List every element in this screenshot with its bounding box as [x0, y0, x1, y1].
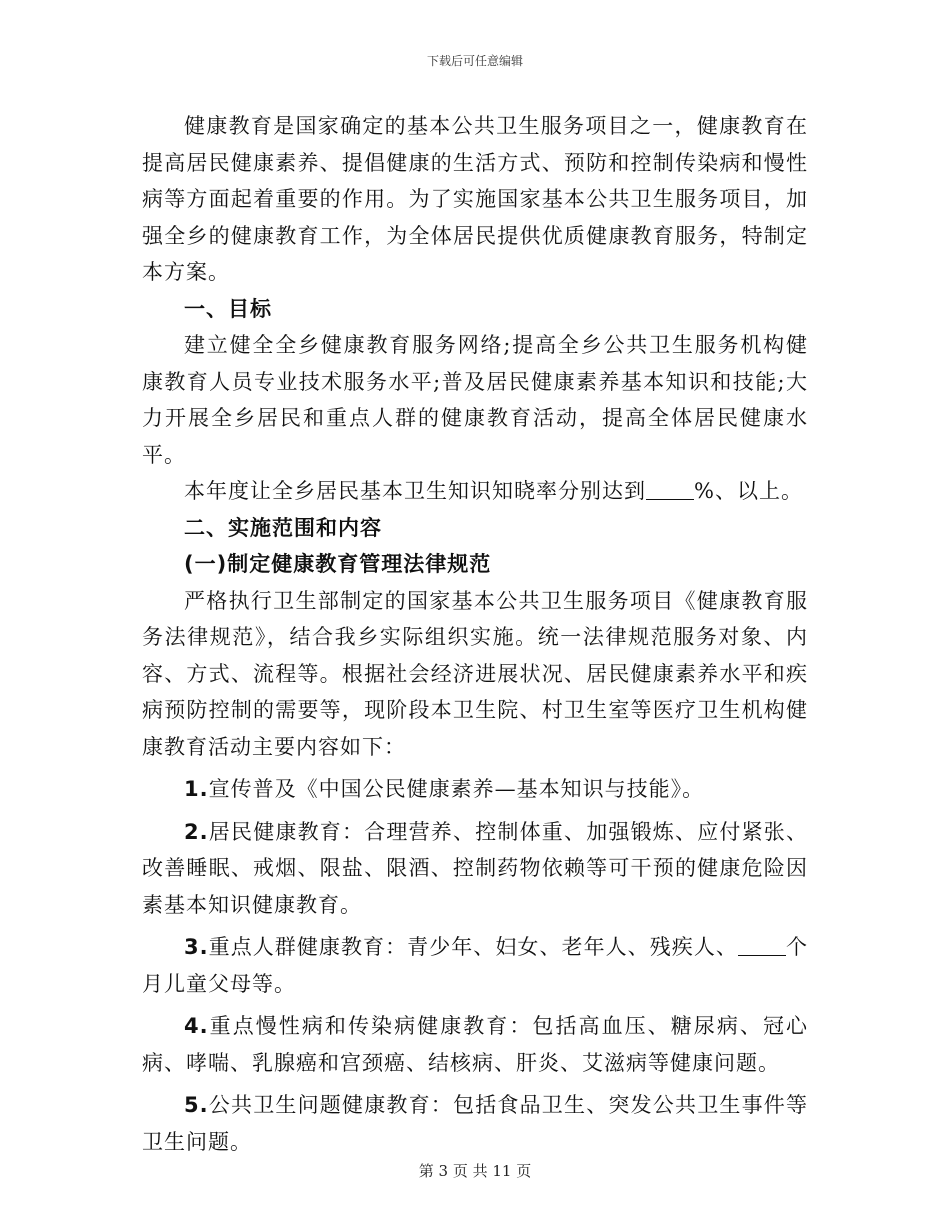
list-item-number: 1. [184, 777, 209, 801]
list-item-3 [142, 929, 808, 1002]
list-item-text: 重点慢性病和传染病健康教育：包括高血压、糖尿病、冠心病、哮喘、乳腺癌和宫颈癌、结核病、肝炎、艾滋病等健康问题。 [142, 1014, 808, 1075]
subsection-heading-standards: (一)制定健康教育管理法律规范 [184, 552, 492, 576]
section-heading-scope: 二、实施范围和内容 [184, 515, 382, 540]
list-item-text-before: 重点人群健康教育：青少年、妇女、老年人、残疾人、 [208, 935, 738, 959]
fill-blank-rate [646, 478, 694, 500]
scope-paragraph: 严格执行卫生部制定的国家基本公共卫生服务项目《健康教育服务法律规范》，结合我乡实际组织实施。统一法律规范服务对象、内容、方式、流程等。根据社会经济进展状况、居民健康素养水平和疾病预防控制的需要等，现阶段本卫生院、村卫生室等医疗卫生机构健康教育活动主要内容如下： [142, 588, 808, 759]
list-item-number: 2. [184, 819, 209, 844]
list-item-number: 3. [184, 935, 209, 959]
goal-paragraph: 建立健全全乡健康教育服务网络;提高全乡公共卫生服务机构健康教育人员专业技术服务水平;普及居民健康素养基本知识和技能;大力开展全乡居民和重点人群的健康教育活动，提高全体居民健康水平。 [142, 333, 808, 467]
list-item-5 [142, 1087, 808, 1160]
list-item-text: 公共卫生问题健康教育：包括食品卫生、突发公共卫生事件等卫生问题。 [142, 1093, 808, 1154]
list-item-text-after: 个月儿童父母等。 [142, 935, 809, 996]
page-header-note: 下载后可任意编辑 [426, 54, 523, 68]
page-number-footer: 第 3 页 共 11 页 [418, 1162, 532, 1180]
fill-blank-months [738, 934, 786, 956]
list-item-text: 居民健康教育：合理营养、控制体重、加强锻炼、应付紧张、改善睡眠、戒烟、限盐、限酒、控制药物依赖等可干预的健康危险因素基本知识健康教育。 [142, 819, 808, 917]
intro-paragraph: 健康教育是国家确定的基本公共卫生服务项目之一，健康教育在提高居民健康素养、提倡健康的生活方式、预防和控制传染病和慢性病等方面起着重要的作用。为了实施国家基本公共卫生服务项目，加强全乡的健康教育工作，为全体居民提供优质健康教育服务，特制定本方案。 [142, 114, 808, 284]
list-item-1 [142, 771, 808, 808]
rate-paragraph [142, 473, 808, 510]
list-item-text: 宣传普及《中国公民健康素养—基本知识与技能》。 [208, 777, 705, 801]
document-body [142, 108, 808, 1160]
list-item-2 [142, 814, 808, 924]
list-item-number: 5. [184, 1093, 209, 1117]
rate-text-before: 本年度让全乡居民基本卫生知识知晓率分别达到 [184, 479, 646, 503]
section-heading-goals: 一、目标 [184, 296, 272, 321]
list-item-number: 4. [184, 1014, 209, 1038]
rate-text-after: %、以上。 [694, 479, 803, 503]
list-item-4 [142, 1008, 808, 1081]
